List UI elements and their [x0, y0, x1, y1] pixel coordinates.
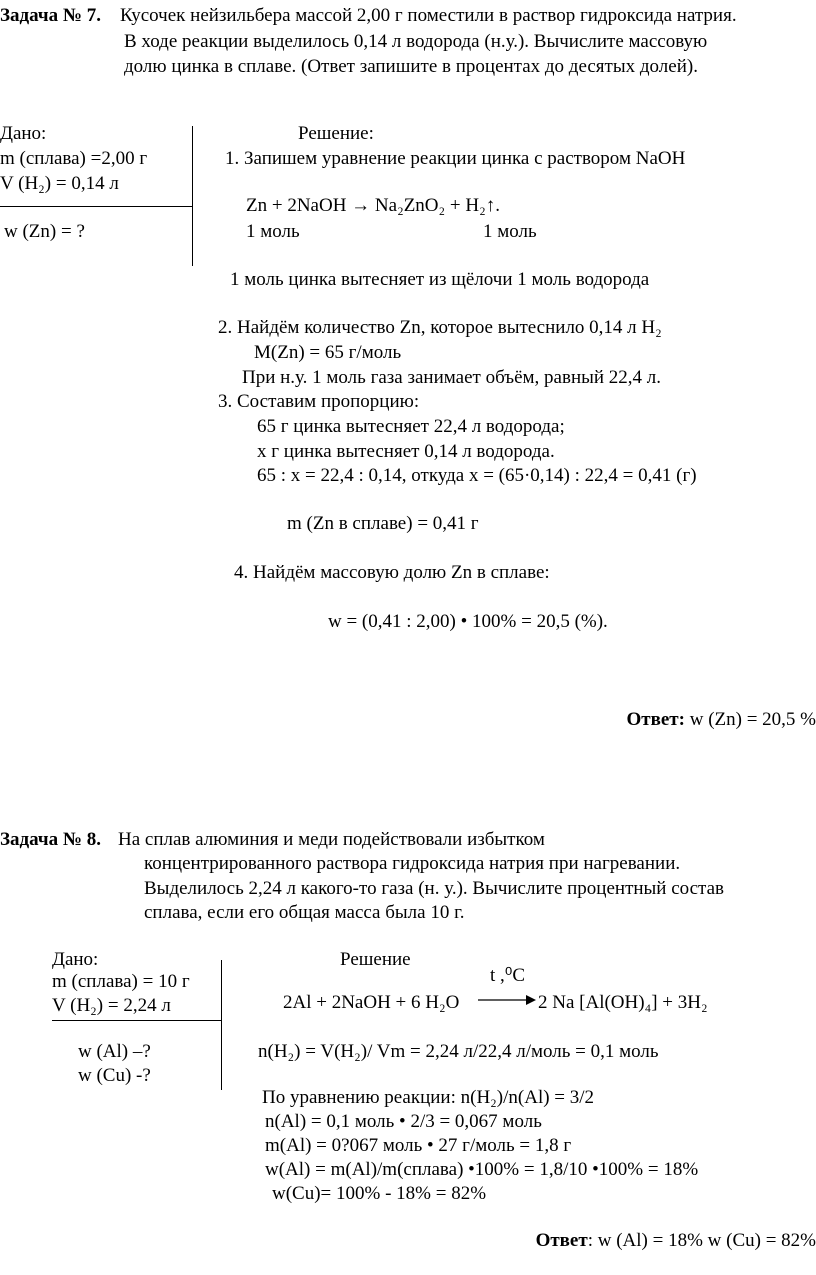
- task8-n-h2: n(H₂) = V(H₂)/ Vm = 2,24 л/22,4 л/моль = 0,1 моль: [258, 1041, 659, 1062]
- task7-step4: 4. Найдём массовую долю Zn в сплаве:: [234, 562, 550, 583]
- task8-n-al: n(Al) = 0,1 моль • 2/3 = 0,067 моль: [265, 1111, 542, 1132]
- task7-ratio-note: 1 моль цинка вытесняет из щёлочи 1 моль водорода: [230, 269, 650, 290]
- task8-heading: Задача № 8.: [0, 829, 101, 850]
- task7-given-title: Дано:: [0, 123, 47, 144]
- task8-answer-value: : w (Al) = 18% w (Cu) = 82%: [587, 1230, 816, 1251]
- task7-proportion1: 65 г цинка вытесняет 22,4 л водорода;: [257, 416, 565, 437]
- task8-reaction-left: 2Al + 2NaOH + 6 H₂O: [283, 992, 460, 1013]
- task7-vertical-divider: [192, 126, 193, 266]
- task8-w-cu: w(Cu)= 100% - 18% = 82%: [272, 1183, 487, 1204]
- task7-answer-label: Ответ:: [626, 709, 685, 730]
- task7-zn-mol: 1 моль: [246, 221, 300, 242]
- task7-answer-value: w (Zn) = 20,5 %: [684, 709, 816, 730]
- task7-step2: 2. Найдём количество Zn, которое вытеснило 0,14 л H₂: [218, 317, 662, 338]
- task7-given-volume: V (H₂) = 0,14 л: [0, 173, 119, 194]
- task8-answer-label: Ответ: [535, 1230, 588, 1251]
- task8-statement-line1: На сплав алюминия и меди подействовали избытком: [118, 829, 545, 850]
- task8-mol-ratio: По уравнению реакции: n(H₂)/n(Al) = 3/2: [262, 1087, 595, 1108]
- task8-statement-line3: Выделилось 2,24 л какого-то газа (н. у.). Вычислите процентный состав: [144, 878, 725, 899]
- task8-answer: [536, 1231, 816, 1250]
- task8-w-al: w(Al) = m(Al)/m(сплава) •100% = 1,8/10 •100% = 18%: [265, 1159, 699, 1180]
- task8-given-mass: m (сплава) = 10 г: [52, 971, 190, 992]
- task7-mass-fraction: w = (0,41 : 2,00) • 100% = 20,5 (%).: [328, 611, 608, 632]
- task7-solution-title: Решение:: [298, 123, 374, 144]
- task7-step3: 3. Составим пропорцию:: [218, 391, 420, 412]
- task7-statement-line3: долю цинка в сплаве. (Ответ запишите в процентах до десятых долей).: [124, 56, 698, 77]
- task8-given-divider: [52, 1020, 222, 1021]
- task8-find-al: w (Al) –?: [78, 1041, 151, 1062]
- task8-given-volume: V (H₂) = 2,24 л: [52, 995, 171, 1016]
- task7-equation: Zn + 2NaOH → Na₂ZnO₂ + H₂↑.: [246, 195, 500, 216]
- task8-solution-title: Решение: [340, 949, 411, 970]
- task7-step1: 1. Запишем уравнение реакции цинка с раствором NaOH: [225, 148, 686, 169]
- task7-molar-mass: M(Zn) = 65 г/моль: [254, 342, 402, 363]
- task7-answer: [627, 710, 816, 729]
- task7-find: w (Zn) = ?: [4, 221, 85, 242]
- task8-reaction-right: 2 Na [Al(OH)₄] + 3H₂: [538, 992, 708, 1013]
- task8-given-title: Дано:: [52, 949, 99, 970]
- task7-molar-volume: При н.у. 1 моль газа занимает объём, равный 22,4 л.: [242, 367, 662, 388]
- task7-given-mass: m (сплава) =2,00 г: [0, 148, 148, 169]
- task8-find-cu: w (Cu) -?: [78, 1065, 151, 1086]
- task8-reaction-condition: t ,⁰C: [490, 965, 526, 986]
- task7-given-divider: [0, 206, 192, 207]
- task7-statement-line2: В ходе реакции выделилось 0,14 л водорода (н.у.). Вычислите массовую: [124, 31, 708, 52]
- task7-h2-mol: 1 моль: [483, 221, 537, 242]
- task8-statement-line2: концентрированного раствора гидроксида натрия при нагревании.: [144, 853, 681, 874]
- task7-heading: Задача № 7.: [0, 5, 101, 26]
- task8-m-al: m(Al) = 0?067 моль • 27 г/моль = 1,8 г: [265, 1135, 572, 1156]
- task8-statement-line4: сплава, если его общая масса была 10 г.: [144, 902, 465, 923]
- task7-zn-mass: m (Zn в сплаве) = 0,41 г: [287, 513, 479, 534]
- task7-proportion2: х г цинка вытесняет 0,14 л водорода.: [257, 441, 555, 462]
- task7-proportion-calc: 65 : х = 22,4 : 0,14, откуда х = (65·0,14) : 22,4 = 0,41 (г): [257, 465, 697, 486]
- task7-statement-line1: Кусочек нейзильбера массой 2,00 г поместили в раствор гидроксида натрия.: [120, 5, 737, 26]
- reaction-arrow-icon: [478, 994, 536, 1006]
- task8-vertical-divider: [221, 960, 222, 1090]
